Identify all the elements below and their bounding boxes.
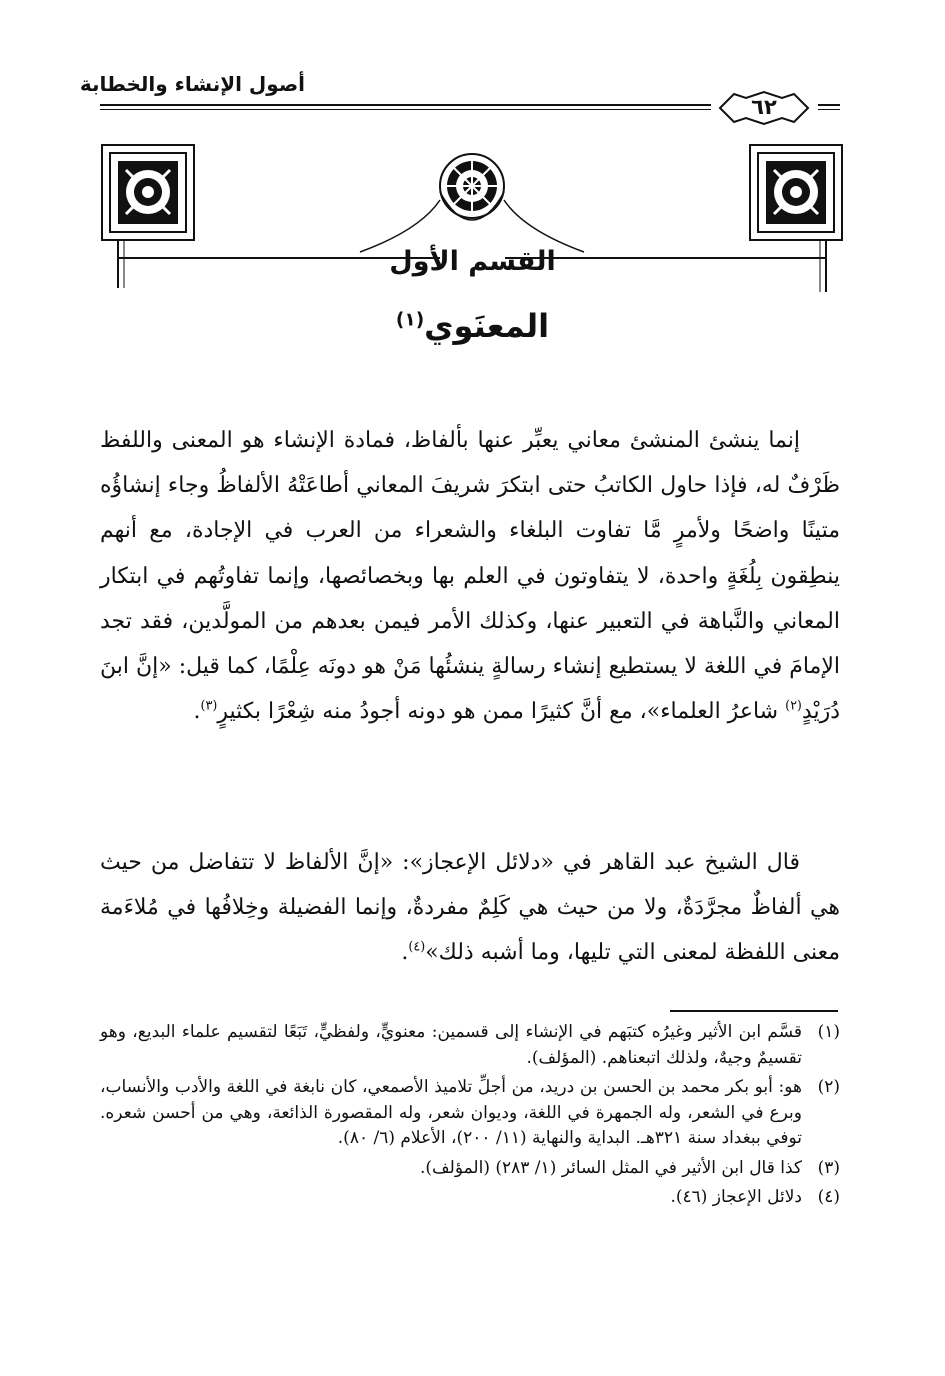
footnote-separator [670,1010,838,1012]
paragraph-1-end: . [193,699,201,725]
footnote-3 [100,1156,840,1182]
footnote-2 [100,1075,840,1152]
footnote-ref-4: (٤) [408,940,426,956]
footnote-text: دلائل الإعجاز (٤٦). [670,1187,802,1207]
footnote-number: (٢) [817,1077,840,1097]
footnote-text: كذا قال ابن الأثير في المثل السائر (١/ ٢٨٣) (المؤلف). [420,1157,802,1178]
paragraph-1-text: إنما ينشئ المنشئ معاني يعبِّر عنها بألفاظ، فمادة الإنشاء هو المعنى واللفظ ظَرْفٌ له، فإذا حاول الكاتبُ حتى ابتكرَ شريفَ المعاني أطاعَتْهُ الألفاظُ وجاء إنشاؤُه متينًا واضحًا ولأمرٍ مَّا تفاوت البلغاء والشعراء من العرب في الإجادة، مع أنهم ينطِقون بِلُغَةٍ واحدة، لا يتفاوتون في العلم بها وبخصائصها، وإنما تفاوتُهم في ابتكار المعاني والنَّباهة في التعبير عنها، وكذلك الأمر فيمن بعدهم من المولَّدين، فقد تجد الإمامَ في اللغة لا يستطيع إنشاء رسالةٍ ينشئُها مَنْ هو دونَه عِلْمًا، كما قيل: «إنَّ ابنَ دُرَيْدٍ [100,428,840,725]
body-paragraph-2 [100,840,840,976]
section-subtitle [0,307,945,345]
header-rule-right [818,104,840,106]
chapter-ornament [0,140,945,310]
footnote-number: (٤) [817,1187,840,1207]
footnote-text: قسَّم ابن الأثير وغيرُه كتبَهم في الإنشاء إلى قسمين: معنويٍّ، ولفظيٍّ، تَبَعًا لتقسيم علماء البديع، وهو تقسيمٌ وجيهٌ، ولذلك اتبعناهم. (المؤلف). [100,1022,802,1068]
running-title: أصول الإنشاء والخطابة [79,72,305,96]
section-title: القسم الأول [389,246,556,277]
header-rule-right-inner [818,109,840,110]
section-subtitle-text: المعنَوي [424,307,550,345]
paragraph-2-end: . [401,940,409,966]
footnote-4 [100,1185,840,1211]
footnotes [100,1020,840,1215]
footnote-text: هو: أبو بكر محمد بن الحسن بن دريد، من أجلِّ تلاميذ الأصمعي، كان نابغة في اللغة والأدب والأنساب، وبرع في الشعر، وله الجمهرة في اللغة، وديوان شعر، وله المقصورة الذائعة، وهي من أحسن شعره. توفي ببغداد سنة ٣٢١هـ. البداية والنهاية (١١/ ٢٠٠)، الأعلام (٦/ ٨٠). [100,1077,802,1148]
footnote-1 [100,1020,840,1071]
page-number-frame [716,90,812,126]
footnote-ref-1: (١) [395,309,425,331]
paragraph-1-cont: شاعرُ العلماء»، مع أنَّ كثيرًا ممن هو دونه أجودُ منه شِعْرًا بكثيرٍ [217,699,786,725]
footnote-ref-3: (٣) [200,698,218,714]
header-rule-inner [100,109,711,110]
footnote-number: (٣) [817,1157,840,1178]
header-rule [100,104,711,106]
footnote-number: (١) [817,1022,840,1042]
footnote-ref-2: (٢) [785,698,802,714]
body-paragraph-1 [100,418,840,734]
medallion-icon [360,154,584,252]
page-number: ٦٢ [751,95,777,119]
paragraph-2-text: قال الشيخ عبد القاهر في «دلائل الإعجاز»: «إنَّ الألفاظ لا تتفاضل من حيث هي ألفاظٌ مجرَّدَةٌ، ولا من حيث هي كَلِمٌ مفردةٌ، وإنما الفضيلة وخِلافُها في مُلاءَمة معنى اللفظة لمعنى التي تليها، وما أشبه ذلك» [100,850,840,966]
